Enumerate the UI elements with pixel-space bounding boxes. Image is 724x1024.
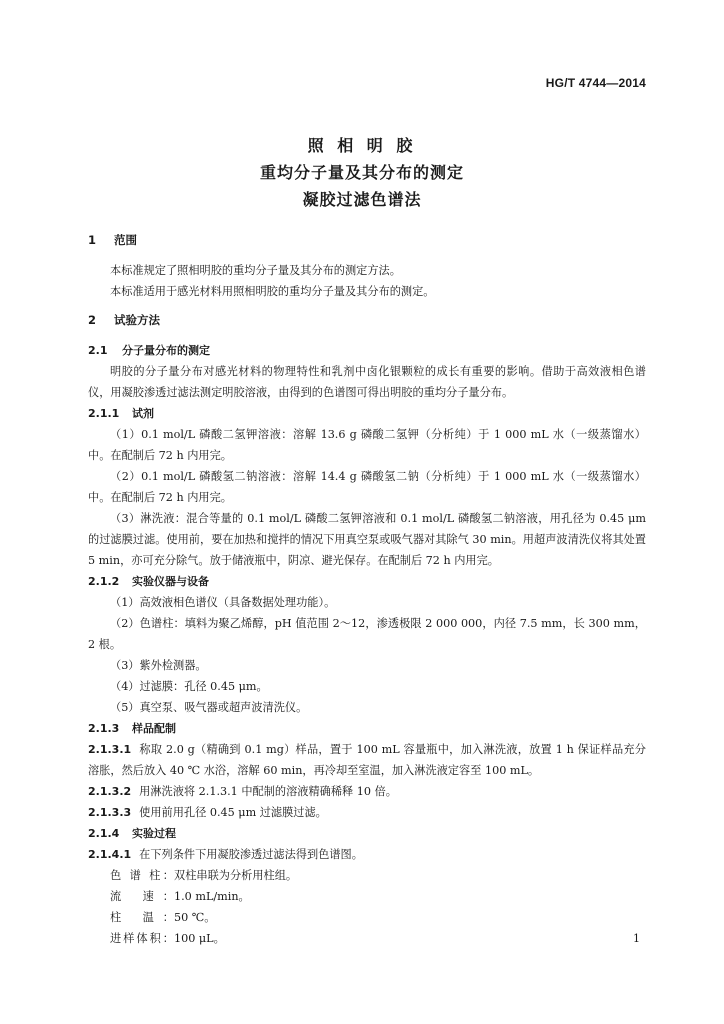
condition-value: 50 ℃。 — [174, 911, 216, 924]
subsection-number: 2.1.4 — [88, 827, 120, 840]
list-item: （3）紫外检测器。 — [110, 659, 207, 672]
section-number: 2 — [88, 313, 97, 327]
condition-label: 色 谱 柱： — [110, 869, 174, 882]
clause-text: 使用前用孔径 0.45 μm 过滤膜过滤。 — [139, 806, 327, 819]
document-body — [88, 226, 646, 949]
subsection-number: 2.1.3 — [88, 722, 120, 735]
section-2-heading — [88, 310, 646, 331]
condition-value: 100 μL。 — [174, 932, 225, 945]
clause-number: 2.1.3.3 — [88, 806, 132, 819]
section-title: 试验方法 — [114, 313, 160, 327]
paragraph: 本标准规定了照相明胶的重均分子量及其分布的测定方法。 — [110, 264, 401, 277]
subsection-title: 实验仪器与设备 — [132, 575, 209, 588]
title-line-1: 照 相 明 胶 — [307, 136, 417, 155]
condition-label: 流 速： — [110, 890, 174, 903]
condition-label: 柱 温： — [110, 911, 174, 924]
condition-label: 进样体积： — [110, 932, 174, 945]
clause-text: 在下列条件下用凝胶渗透过滤法得到色谱图。 — [139, 848, 363, 861]
list-item: （2）色谱柱：填料为聚乙烯醇，pH 值范围 2～12，渗透极限 2 000 000，内径 7.5 mm，长 300 mm，2 根。 — [88, 617, 646, 651]
document-title — [0, 132, 724, 213]
condition-row — [88, 865, 646, 886]
subsection-2-1-heading — [88, 340, 646, 361]
clause-number: 2.1.3.1 — [88, 743, 132, 756]
subsection-title: 试剂 — [132, 407, 154, 420]
condition-row — [88, 886, 646, 907]
subsection-title: 实验过程 — [132, 827, 176, 840]
subsection-2-1-1-heading — [88, 403, 646, 424]
page-number: 1 — [633, 932, 640, 945]
section-1-heading — [88, 230, 646, 251]
list-item: （1）高效液相色谱仪（具备数据处理功能）。 — [110, 596, 336, 609]
clause-text: 用淋洗液将 2.1.3.1 中配制的溶液精确稀释 10 倍。 — [139, 785, 397, 798]
section-title: 范围 — [114, 233, 137, 247]
paragraph: 本标准适用于感光材料用照相明胶的重均分子量及其分布的测定。 — [110, 285, 435, 298]
clause-item — [88, 781, 646, 802]
subsection-2-1-4-heading — [88, 823, 646, 844]
standard-number: HG/T 4744—2014 — [545, 76, 646, 90]
list-item: （4）过滤膜：孔径 0.45 μm。 — [110, 680, 268, 693]
subsection-number: 2.1 — [88, 344, 108, 357]
list-item: （1）0.1 mol/L 磷酸二氢钾溶液：溶解 13.6 g 磷酸二氢钾（分析纯）于 1 000 mL 水（一级蒸馏水）中。在配制后 72 h 内用完。 — [88, 428, 646, 462]
condition-value: 双柱串联为分析用柱组。 — [174, 869, 298, 882]
clause-text: 称取 2.0 g（精确到 0.1 mg）样品，置于 100 mL 容量瓶中，加入淋洗液，放置 1 h 保证样品充分溶胀，然后放入 40 ℃ 水浴，溶解 60 min，再冷却至室温，加入淋洗液定容至 100 mL。 — [88, 743, 646, 777]
clause-item — [88, 844, 646, 865]
clause-number: 2.1.4.1 — [88, 848, 132, 861]
subsection-2-1-3-heading — [88, 718, 646, 739]
title-line-2: 重均分子量及其分布的测定 — [259, 163, 464, 182]
title-line-3: 凝胶过滤色谱法 — [302, 190, 422, 209]
condition-row — [88, 907, 646, 928]
subsection-number: 2.1.1 — [88, 407, 120, 420]
clause-item — [88, 802, 646, 823]
list-item: （5）真空泵、吸气器或超声波清洗仪。 — [110, 701, 308, 714]
subsection-number: 2.1.2 — [88, 575, 120, 588]
subsection-title: 分子量分布的测定 — [122, 344, 210, 357]
list-item: （3）淋洗液：混合等量的 0.1 mol/L 磷酸二氢钾溶液和 0.1 mol/L 磷酸氢二钠溶液，用孔径为 0.45 μm 的过滤膜过滤。使用前，要在加热和搅拌的情况下用真空泵或吸气器对其除气 30 min。用超声波清洗仪将其处置 5 min，亦可充分除气。放于储液瓶中，阴凉、避光保存。在配制后 72 h 内用完。 — [88, 512, 646, 567]
section-number: 1 — [88, 233, 97, 247]
list-item: （2）0.1 mol/L 磷酸氢二钠溶液：溶解 14.4 g 磷酸氢二钠（分析纯）于 1 000 mL 水（一级蒸馏水）中。在配制后 72 h 内用完。 — [88, 470, 646, 504]
subsection-2-1-2-heading — [88, 571, 646, 592]
clause-item — [88, 739, 646, 781]
subsection-title: 样品配制 — [132, 722, 176, 735]
condition-value: 1.0 mL/min。 — [174, 890, 250, 903]
paragraph: 明胶的分子量分布对感光材料的物理特性和乳剂中卤化银颗粒的成长有重要的影响。借助于高效液相色谱仪，用凝胶渗透过滤法测定明胶溶液，由得到的色谱图可得出明胶的重均分子量分布。 — [88, 365, 646, 399]
condition-row — [88, 928, 646, 949]
clause-number: 2.1.3.2 — [88, 785, 132, 798]
